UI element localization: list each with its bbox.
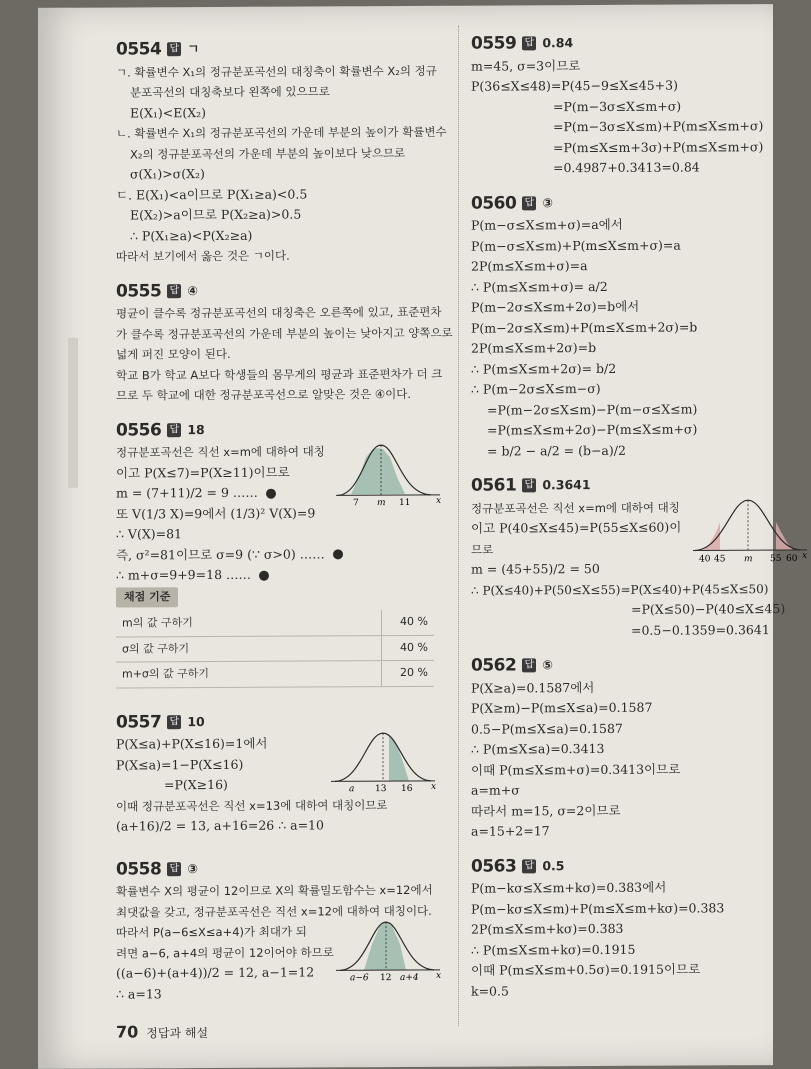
- solution-line: 즉, σ²=81이므로 σ=9 (∵ σ>0) ……: [116, 543, 446, 565]
- solution-line: =P(m−3σ≤X≤m+σ): [553, 98, 682, 114]
- solution-line: =0.5−0.1359=0.3641: [631, 621, 770, 638]
- solution-line: 므로 두 학교에 대한 정규분포곡선으로 알맞은 것은 ④이다.: [116, 386, 412, 403]
- answer-badge: 답: [167, 715, 181, 729]
- problem-number: 0562: [471, 655, 517, 676]
- answer-badge: 답: [522, 659, 536, 673]
- graph-label: x: [436, 495, 442, 506]
- table-row: [116, 660, 434, 687]
- solution-line: ∴ P(X≤40)+P(50≤X≤55)=P(X≤40)+P(45≤X≤50): [471, 581, 769, 598]
- solution-line: 이때 P(m≤X≤m+0.5σ)=0.1915이므로: [471, 961, 701, 978]
- solution-line: 확률변수 X의 평균이 12이므로 X의 확률밀도함수는 x=12에서: [116, 882, 433, 899]
- grading-label: m+σ의 값 구하기: [116, 661, 382, 688]
- answer-badge: 답: [167, 284, 181, 298]
- solution-line-text: ∴ m+σ=9+9=18: [116, 566, 223, 583]
- answer: ④: [187, 282, 198, 298]
- grading-label: m의 값 구하기: [116, 610, 382, 636]
- answer-badge: 답: [167, 42, 181, 56]
- right-column: [471, 32, 811, 1016]
- answer: ⑤: [542, 657, 553, 673]
- solution-line: 정규분포곡선은 직선 x=m에 대하여 대칭: [471, 500, 680, 516]
- graph-label: x: [802, 550, 808, 561]
- problem-number: 0554: [116, 39, 162, 60]
- normal-curve-graph: [336, 913, 446, 983]
- answer-badge: 답: [522, 37, 536, 51]
- problem-0555: [116, 279, 453, 406]
- graph-label: x: [436, 970, 442, 981]
- step-marker-1: [266, 488, 276, 498]
- answer: 18: [187, 421, 205, 437]
- problem-number: 0559: [471, 33, 517, 54]
- problem-0563: [471, 854, 811, 1001]
- problem-number: 0557: [116, 711, 162, 733]
- solution-line: P(X≤a)=1−P(X≤16): [116, 756, 244, 773]
- step-marker-2: [333, 549, 343, 559]
- solution-line: 이때 정규분포곡선은 직선 x=13에 대하여 대칭이므로: [116, 797, 388, 814]
- solution-line: 분포곡선의 대칭축보다 왼쪽에 있으므로: [130, 84, 330, 100]
- step-marker-3: [259, 570, 269, 580]
- problem-0557: [116, 710, 446, 837]
- solution-line: a=m+σ: [471, 782, 520, 798]
- graph-label: 7: [353, 497, 359, 508]
- solution-line: k=0.5: [471, 982, 509, 999]
- solution-line: 므로: [471, 542, 494, 557]
- solution-line: =P(X≤50)−P(40≤X≤45): [631, 601, 786, 617]
- solution-line: 또 V(1/3 X)=9에서 (1/3)² V(X)=9: [116, 504, 316, 522]
- solution-line: =P(m≤X≤m+3σ)+P(m≤X≤m+σ): [553, 138, 764, 155]
- solution-line: X₂의 정규분포곡선의 가운데 부분의 높이보다 낮으므로: [130, 145, 406, 161]
- solution-line: 가 클수록 정규분포곡선의 가운데 부분의 높이는 낮아지고 양쪽으로: [116, 325, 453, 342]
- solution-line: =0.4987+0.3413=0.84: [553, 159, 700, 176]
- solution-line: ∴ P(m−2σ≤X≤m−σ): [471, 380, 601, 397]
- problem-0560: [471, 191, 811, 461]
- solution-line: 따라서 P(a−6≤X≤a+4)가 최대가 되: [116, 924, 307, 940]
- solution-line: σ(X₁)>σ(X₂): [130, 166, 205, 182]
- graph-label: m: [744, 554, 753, 565]
- solution-line: 학교 B가 학교 A보다 학생들의 몸무게의 평균과 표준편차가 더 크: [116, 366, 443, 383]
- problem-0561: [471, 474, 811, 642]
- table-row: [116, 635, 434, 662]
- grading-table: [116, 610, 434, 688]
- solution-line-text: m = (7+11)/2 = 9: [116, 484, 229, 501]
- graph-label: a−6: [350, 972, 369, 983]
- solution-line: 이때 P(m≤X≤m+σ)=0.3413이므로: [471, 761, 681, 778]
- graph-label: 12: [380, 972, 392, 983]
- solution-line: ㄴ. 확률변수 X₁의 정규분포곡선의 가운데 부분의 높이가 확률변수: [116, 124, 447, 141]
- solution-line: =P(m≤X≤m+2σ)−P(m≤X≤m+σ): [487, 421, 698, 438]
- solution-line: ∴ m+σ=9+9=18 ……: [116, 564, 446, 586]
- answer-badge: 답: [167, 862, 181, 876]
- solution-line-text: 즉, σ²=81이므로 σ=9 (∵ σ>0): [116, 546, 296, 563]
- answer-badge: 답: [522, 859, 536, 873]
- answer: 0.3641: [542, 477, 591, 493]
- answer: 0.5: [542, 857, 565, 873]
- problem-number: 0556: [116, 419, 162, 441]
- solution-line: ㄱ. 확률변수 X₁의 정규분포곡선의 대칭축이 확률변수 X₂의 정규: [116, 63, 437, 80]
- answer: ③: [187, 860, 198, 876]
- solution-line: P(36≤X≤48)=P(45−9≤X≤45+3): [471, 77, 678, 94]
- solution-line: = b/2 − a/2 = (b−a)/2: [487, 442, 626, 459]
- solution-line: 이고 P(X≤7)=P(X≥11)이므로: [116, 464, 290, 481]
- grading-title: 채점 기준: [116, 587, 178, 608]
- graph-label: a+4: [400, 972, 419, 983]
- solution-line: 넓게 퍼진 모양이 된다.: [116, 346, 231, 362]
- solution-line: ∴ P(m≤X≤m+σ)= a/2: [471, 278, 608, 295]
- solution-line: 최댓값을 갖고, 정규분포곡선은 직선 x=12에 대하여 대칭이다.: [116, 903, 432, 920]
- graph-label: x: [431, 781, 437, 792]
- solution-line: a=15+2=17: [471, 823, 550, 839]
- answer-badge: 답: [167, 423, 181, 437]
- solution-line: P(m−σ≤X≤m+σ)=a에서: [471, 216, 623, 233]
- page-side-tab: [68, 338, 78, 488]
- solution-line: 려면 a−6, a+4의 평균이 12이어야 하므로: [116, 944, 334, 961]
- page-footer: [116, 1022, 208, 1041]
- column-separator: [458, 26, 459, 1026]
- solution-line: E(X₁)<E(X₂): [130, 104, 207, 120]
- page-number: 70: [116, 1022, 139, 1042]
- solution-line: =P(m−3σ≤X≤m)+P(m≤X≤m+σ): [553, 118, 764, 135]
- problem-0559: [471, 32, 811, 179]
- solution-line: (a+16)/2 = 13, a+16=26 ∴ a=10: [116, 817, 324, 834]
- solution-line: 이고 P(40≤X≤45)=P(55≤X≤60)이: [471, 519, 682, 536]
- solution-line: 평균이 클수록 정규분포곡선의 대칭축은 오른쪽에 있고, 표준편차: [116, 304, 442, 321]
- grading-label: σ의 값 구하기: [116, 635, 382, 662]
- problem-0562: [471, 654, 811, 842]
- solution-line: m = (45+55)/2 = 50: [471, 560, 600, 577]
- problem-number: 0555: [116, 280, 162, 302]
- problem-number: 0561: [471, 475, 517, 496]
- answer: ㄱ: [187, 41, 200, 57]
- graph-label: 40: [699, 554, 711, 565]
- normal-curve-graph: [331, 724, 441, 794]
- solution-line: ∴ P(X₁≥a)<P(X₂≥a): [130, 227, 253, 243]
- answer: 0.84: [542, 35, 574, 51]
- solution-line: 2P(m≤X≤m+2σ)=b: [471, 340, 597, 356]
- solution-line: ㄷ. E(X₁)<a이므로 P(X₁≥a)<0.5: [116, 186, 308, 203]
- solution-line: m=45, σ=3이므로: [471, 57, 581, 74]
- footer-section: 정답과 해설: [146, 1026, 209, 1041]
- graph-label: m: [377, 497, 386, 508]
- problem-0554: [116, 38, 446, 267]
- solution-line: P(m−2σ≤X≤m)+P(m≤X≤m+2σ)=b: [471, 318, 698, 336]
- solution-line: =P(m−2σ≤X≤m)−P(m−σ≤X≤m): [487, 400, 698, 418]
- solution-line: 2P(m≤X≤m+kσ)=0.383: [471, 920, 624, 937]
- solution-line: ∴ P(m≤X≤m+2σ)= b/2: [471, 360, 617, 377]
- textbook-page: [38, 4, 808, 1069]
- solution-line: 정규분포곡선은 직선 x=m에 대하여 대칭: [116, 444, 325, 460]
- graph-label: 60: [786, 553, 798, 565]
- solution-line: ∴ P(m≤X≤m+kσ)=0.1915: [471, 941, 636, 958]
- answer-badge: 답: [522, 479, 536, 493]
- table-row: [116, 610, 434, 637]
- solution-line: ∴ a=13: [116, 985, 162, 1002]
- graph-label: 13: [375, 783, 387, 794]
- answer: 10: [187, 713, 205, 729]
- answer-badge: 답: [522, 196, 536, 210]
- answer: ③: [542, 194, 553, 210]
- graph-label: 45: [714, 554, 726, 565]
- solution-line: ((a−6)+(a+4))/2 = 12, a−1=12: [116, 964, 315, 981]
- solution-line: P(m−kσ≤X≤m)+P(m≤X≤m+kσ)=0.383: [471, 899, 725, 917]
- normal-curve-graph: [336, 436, 446, 508]
- solution-line: 따라서 m=15, σ=2이므로: [471, 802, 621, 819]
- solution-line: P(X≥m)−P(m≤X≤a)=0.1587: [471, 699, 653, 716]
- solution-line: 0.5−P(m≤X≤a)=0.1587: [471, 720, 623, 737]
- solution-line: P(m−σ≤X≤m)+P(m≤X≤m+σ)=a: [471, 237, 681, 254]
- normal-curve-graph: [693, 492, 811, 563]
- solution-line: 따라서 보기에서 옳은 것은 ㄱ이다.: [116, 248, 290, 264]
- left-column: [116, 38, 453, 1019]
- graph-label: 55: [770, 554, 782, 565]
- solution-line: m = (7+11)/2 = 9 ……: [116, 482, 446, 504]
- graph-label: 16: [401, 783, 413, 794]
- graph-label: a: [349, 783, 355, 794]
- problem-number: 0560: [471, 192, 517, 214]
- solution-line: 2P(m≤X≤m+σ)=a: [471, 258, 588, 274]
- solution-line: ∴ P(m≤X≤a)=0.3413: [471, 740, 605, 757]
- solution-line: =P(X≥16): [164, 776, 228, 793]
- problem-0558: [116, 857, 446, 1004]
- solution-line: P(m−2σ≤X≤m+2σ)=b에서: [471, 298, 640, 315]
- graph-label: 11: [399, 497, 411, 508]
- grading-score: 40 %: [382, 610, 435, 635]
- solution-line: ∴ V(X)=81: [116, 526, 182, 542]
- solution-line: P(m−kσ≤X≤m+kσ)=0.383에서: [471, 879, 667, 896]
- grading-score: 40 %: [382, 635, 435, 661]
- problem-0556: [116, 418, 446, 688]
- grading-score: 20 %: [382, 660, 435, 686]
- solution-line: P(X≤a)+P(X≤16)=1에서: [116, 735, 268, 752]
- problem-number: 0558: [116, 858, 162, 880]
- solution-line: P(X≥a)=0.1587에서: [471, 679, 595, 696]
- problem-number: 0563: [471, 855, 517, 877]
- solution-line: E(X₂)>a이므로 P(X₂≥a)>0.5: [130, 206, 302, 223]
